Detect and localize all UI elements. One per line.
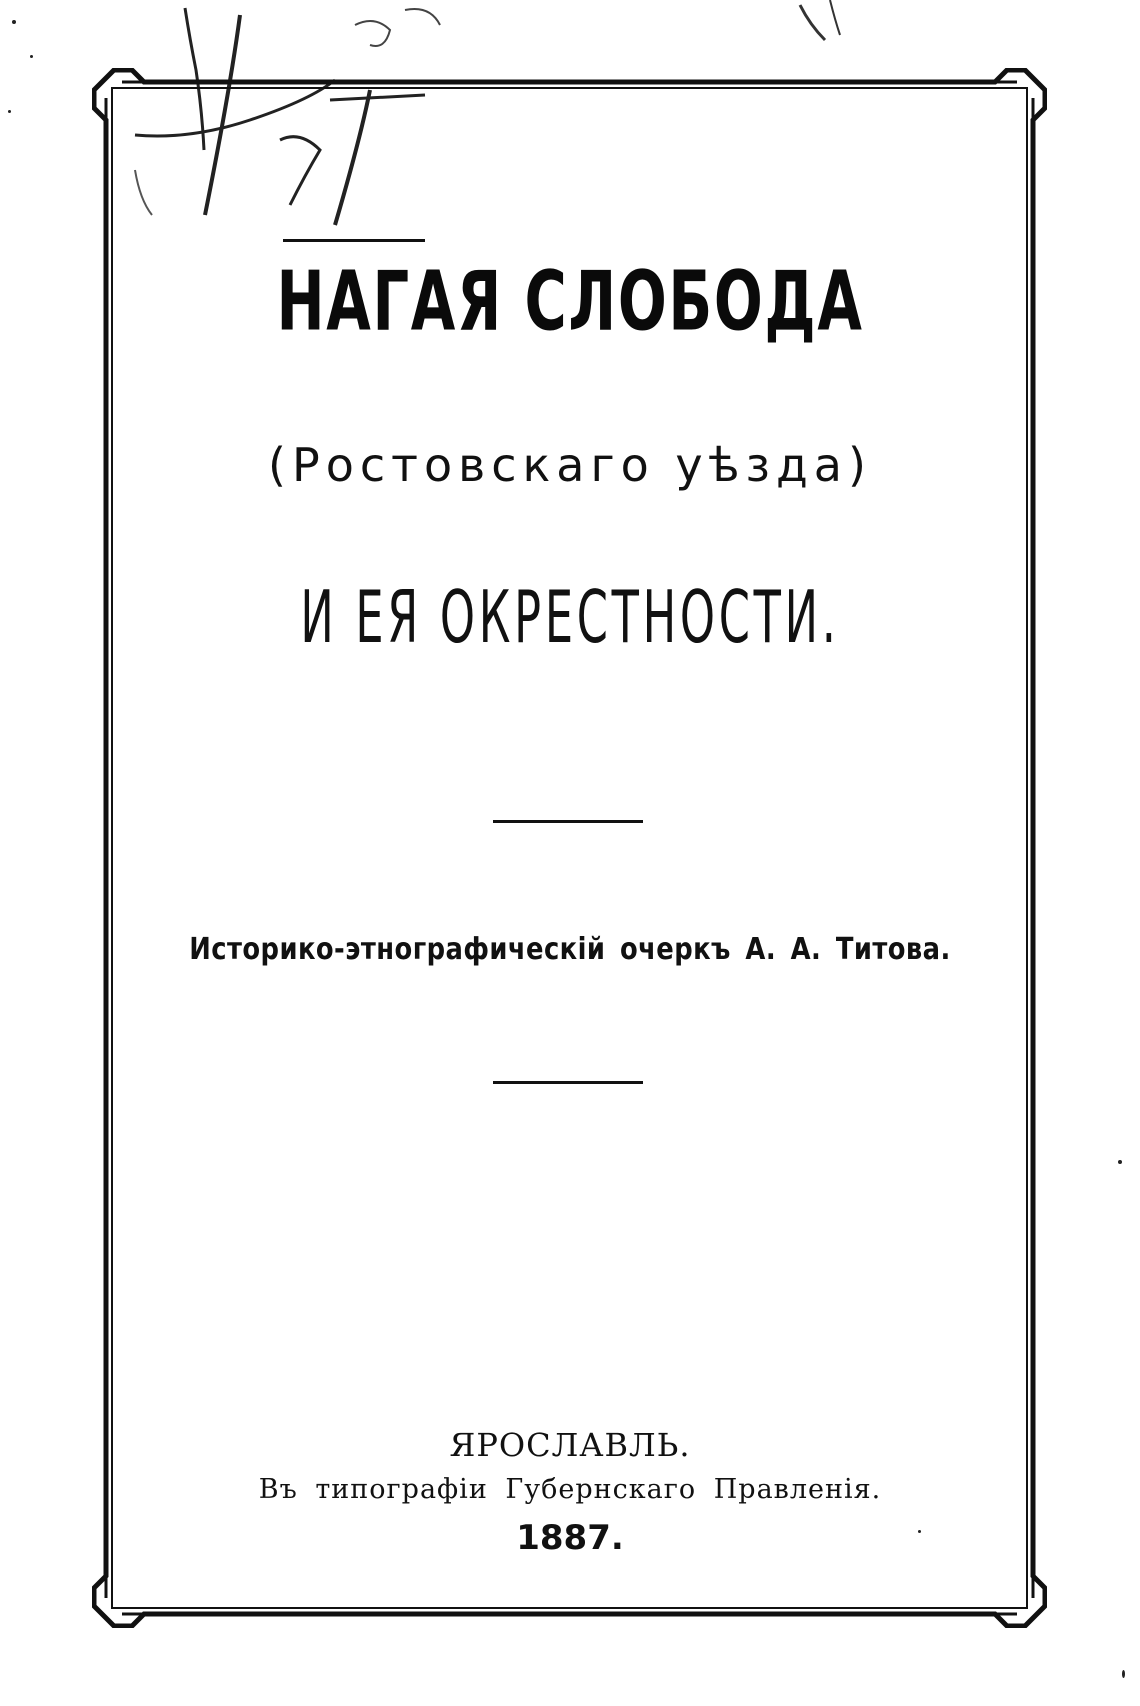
- title-underline: [283, 239, 425, 242]
- scan-speck: [12, 20, 16, 24]
- subtitle-district: (Ростовскаго уѣзда): [268, 438, 872, 492]
- handwritten-mark-right: [790, 0, 860, 50]
- author-line: Историко-этнографическій очеркъ А. А. Титова.: [189, 932, 951, 967]
- subtitle-surroundings: И ЕЯ ОКРЕСТНОСТИ.: [300, 575, 840, 659]
- scan-speck: [1122, 1670, 1125, 1678]
- scan-speck: [918, 1530, 921, 1533]
- divider-rule-top: [493, 820, 643, 823]
- imprint-year: 1887.: [516, 1518, 624, 1558]
- imprint-city: ЯРОСЛАВЛЬ.: [449, 1426, 691, 1464]
- scan-speck: [30, 55, 33, 58]
- divider-rule-bottom: [493, 1081, 643, 1084]
- book-title: НАГАЯ СЛОБОДА: [276, 255, 864, 350]
- scan-speck: [1118, 1160, 1122, 1164]
- scan-speck: [8, 110, 11, 113]
- imprint-press: Въ типографіи Губернскаго Правленія.: [258, 1474, 882, 1505]
